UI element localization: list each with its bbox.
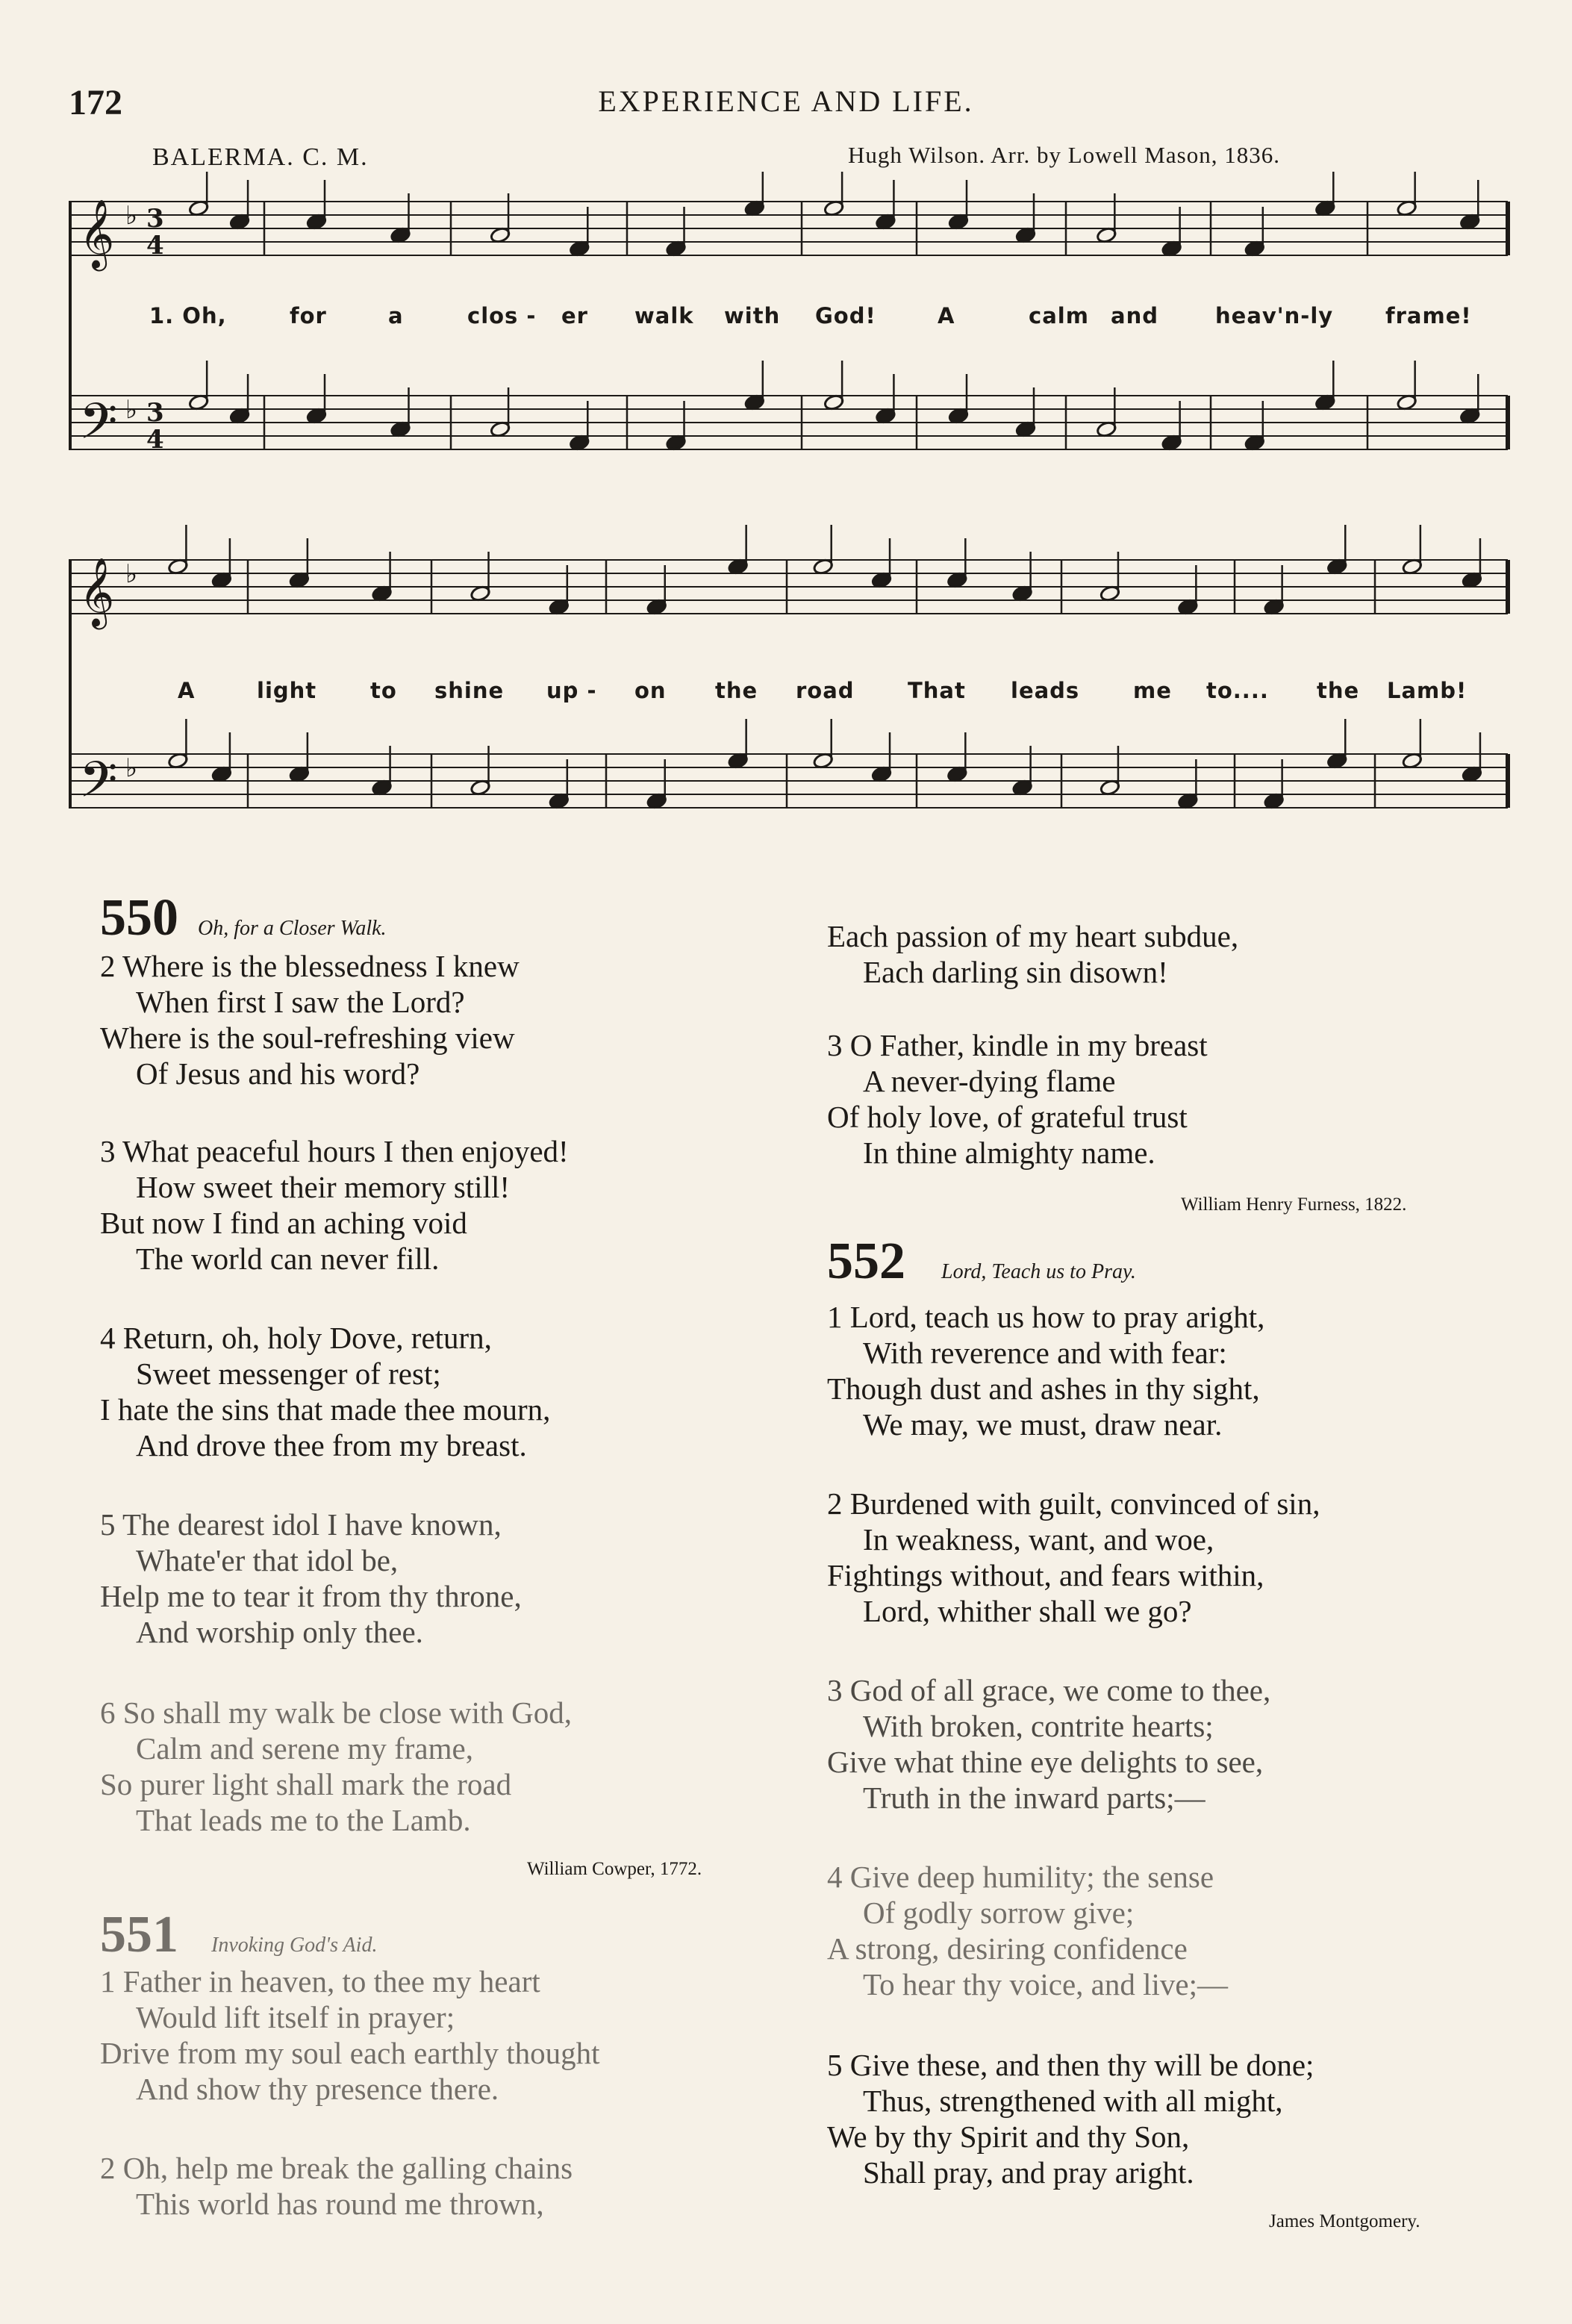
hymn-number: 552 bbox=[827, 1233, 905, 1290]
verse-line: But now I find an aching void bbox=[100, 1206, 467, 1240]
hymn-number: 551 bbox=[100, 1906, 178, 1963]
verse-line: Truth in the inward parts;— bbox=[863, 1781, 1205, 1815]
verse-line: Thus, strengthened with all might, bbox=[863, 2084, 1283, 2118]
verse-line: Each darling sin disown! bbox=[863, 955, 1168, 989]
verse-line: 2 Oh, help me break the galling chains bbox=[100, 2151, 573, 2185]
hymn-550-author: William Cowper, 1772. bbox=[527, 1859, 702, 1879]
verse-line: And drove thee from my breast. bbox=[136, 1428, 527, 1462]
page-number: 172 bbox=[69, 83, 122, 122]
verse-line: 2 Burdened with guilt, convinced of sin, bbox=[827, 1486, 1320, 1521]
lyric-syllable: That bbox=[908, 678, 966, 703]
lyric-syllable: light bbox=[257, 678, 317, 703]
svg-text:♭: ♭ bbox=[125, 201, 138, 231]
hymn-551-stanza-2-end bbox=[827, 918, 1238, 990]
verse-line: And worship only thee. bbox=[136, 1615, 423, 1649]
verse-line: This world has round me thrown, bbox=[136, 2187, 544, 2221]
lyric-syllable: to bbox=[370, 678, 397, 703]
hymn-551-header bbox=[100, 1905, 377, 1965]
verse-line: Would lift itself in prayer; bbox=[136, 2000, 455, 2034]
verse-line: We may, we must, draw near. bbox=[863, 1407, 1223, 1442]
lyric-syllable: A bbox=[938, 303, 955, 328]
hymn-551-author: William Henry Furness, 1822. bbox=[1181, 1194, 1407, 1215]
lyric-syllable: frame! bbox=[1385, 303, 1472, 328]
verse-line: 1 Lord, teach us how to pray aright, bbox=[827, 1300, 1265, 1334]
lyric-syllable: the bbox=[1317, 678, 1360, 703]
verse-line: How sweet their memory still! bbox=[136, 1170, 511, 1204]
hymn-550-stanza-6 bbox=[100, 1695, 572, 1838]
lyric-syllable: to.... bbox=[1206, 678, 1269, 703]
verse-line: And show thy presence there. bbox=[136, 2072, 499, 2106]
hymn-552-stanza-2 bbox=[827, 1486, 1320, 1629]
verse-line: Drive from my soul each earthly thought bbox=[100, 2036, 600, 2070]
lyric-syllable: er bbox=[561, 303, 588, 328]
verse-line: To hear thy voice, and live;— bbox=[863, 1967, 1228, 2001]
verse-line: Of Jesus and his word? bbox=[136, 1056, 420, 1091]
hymn-552-header bbox=[827, 1232, 1136, 1292]
hymn-551-stanza-2-start bbox=[100, 2150, 573, 2222]
svg-text:3: 3 bbox=[146, 398, 164, 428]
verse-line: 3 O Father, kindle in my breast bbox=[827, 1028, 1208, 1062]
verse-line: 4 Return, oh, holy Dove, return, bbox=[100, 1321, 492, 1355]
lyric-syllable: up - bbox=[546, 678, 597, 703]
verse-line: With broken, contrite hearts; bbox=[863, 1709, 1214, 1743]
lyric-syllable: with bbox=[724, 303, 781, 328]
verse-line: Fightings without, and fears within, bbox=[827, 1558, 1264, 1592]
lyric-syllable: for bbox=[290, 303, 327, 328]
verse-line: Calm and serene my frame, bbox=[136, 1731, 473, 1766]
verse-line: So purer light shall mark the road bbox=[100, 1767, 512, 1801]
lyric-syllable: God! bbox=[815, 303, 876, 328]
hymn-550-stanza-2 bbox=[100, 948, 520, 1091]
svg-text:𝄞: 𝄞 bbox=[79, 557, 115, 626]
verse-line: When first I saw the Lord? bbox=[136, 985, 465, 1019]
hymn-552-stanza-4 bbox=[827, 1859, 1228, 2002]
svg-text:𝄢: 𝄢 bbox=[79, 751, 118, 820]
lyric-syllable: calm bbox=[1029, 303, 1089, 328]
svg-text:3: 3 bbox=[146, 204, 164, 234]
verse-line: Sweet messenger of rest; bbox=[136, 1356, 441, 1391]
verse-line: Help me to tear it from thy throne, bbox=[100, 1579, 522, 1613]
verse-line: Each passion of my heart subdue, bbox=[827, 919, 1239, 953]
verse-line: 2 Where is the blessedness I knew bbox=[100, 949, 520, 983]
verse-line: 5 The dearest idol I have known, bbox=[100, 1507, 502, 1542]
verse-line: Of godly sorrow give; bbox=[863, 1895, 1135, 1930]
verse-line: Give what thine eye delights to see, bbox=[827, 1745, 1264, 1779]
hymn-title: Oh, for a Closer Walk. bbox=[198, 917, 387, 940]
hymn-552-stanza-5 bbox=[827, 2047, 1314, 2190]
svg-text:𝄢: 𝄢 bbox=[79, 393, 118, 462]
svg-text:𝄞: 𝄞 bbox=[79, 199, 115, 268]
lyric-syllable: clos - bbox=[467, 303, 537, 328]
verse-line: In weakness, want, and woe, bbox=[863, 1522, 1214, 1557]
verse-line: 3 What peaceful hours I then enjoyed! bbox=[100, 1134, 569, 1168]
lyric-syllable: and bbox=[1111, 303, 1158, 328]
lyric-syllable: Lamb! bbox=[1387, 678, 1467, 703]
verse-line: 6 So shall my walk be close with God, bbox=[100, 1695, 573, 1730]
hymn-552-stanza-3 bbox=[827, 1672, 1270, 1816]
running-head: EXPERIENCE AND LIFE. bbox=[598, 84, 974, 118]
verse-line: Whate'er that idol be, bbox=[136, 1543, 399, 1577]
svg-text:♭: ♭ bbox=[125, 559, 138, 589]
verse-line: Though dust and ashes in thy sight, bbox=[827, 1371, 1260, 1406]
lyric-syllable: walk bbox=[634, 303, 694, 328]
hymn-552-author: James Montgomery. bbox=[1269, 2211, 1420, 2231]
tune-credit: Hugh Wilson. Arr. by Lowell Mason, 1836. bbox=[848, 142, 1280, 168]
verse-line: 1 Father in heaven, to thee my heart bbox=[100, 1964, 540, 1999]
hymn-550-header bbox=[100, 888, 387, 948]
lyric-syllable: a bbox=[388, 303, 404, 328]
lyric-syllable: the bbox=[715, 678, 758, 703]
lyric-syllable: A bbox=[178, 678, 196, 703]
verse-line: A never-dying flame bbox=[863, 1064, 1116, 1098]
svg-text:♭: ♭ bbox=[125, 395, 138, 425]
verse-line: 4 Give deep humility; the sense bbox=[827, 1860, 1214, 1894]
hymn-552-stanza-1 bbox=[827, 1299, 1264, 1442]
verse-line: Where is the soul-refreshing view bbox=[100, 1021, 515, 1055]
svg-text:4: 4 bbox=[146, 231, 164, 261]
lyric-syllable: leads bbox=[1011, 678, 1080, 703]
svg-text:4: 4 bbox=[146, 425, 164, 455]
music-score bbox=[69, 172, 1511, 888]
verse-line: A strong, desiring confidence bbox=[827, 1931, 1188, 1966]
verse-line: That leads me to the Lamb. bbox=[136, 1803, 471, 1837]
hymn-551-stanza-3 bbox=[827, 1027, 1208, 1171]
verse-line: In thine almighty name. bbox=[863, 1135, 1155, 1170]
verse-line: The world can never fill. bbox=[136, 1242, 440, 1276]
lyric-syllable: me bbox=[1133, 678, 1172, 703]
verse-line: Of holy love, of grateful trust bbox=[827, 1100, 1188, 1134]
lyric-syllable: road bbox=[796, 678, 855, 703]
lyric-syllable: 1. Oh, bbox=[149, 303, 227, 328]
hymn-550-stanza-4 bbox=[100, 1320, 550, 1463]
hymn-551-stanza-1 bbox=[100, 1963, 600, 2107]
verse-line: 3 God of all grace, we come to thee, bbox=[827, 1673, 1271, 1707]
verse-line: Shall pray, and pray aright. bbox=[863, 2155, 1194, 2190]
lyric-syllable: heav'n-ly bbox=[1215, 303, 1334, 328]
hymn-550-stanza-5 bbox=[100, 1507, 522, 1650]
verse-line: I hate the sins that made thee mourn, bbox=[100, 1392, 551, 1427]
tune-name: BALERMA. C. M. bbox=[152, 143, 369, 171]
hymn-number: 550 bbox=[100, 889, 178, 947]
lyric-syllable: on bbox=[634, 678, 667, 703]
hymn-title: Invoking God's Aid. bbox=[211, 1934, 378, 1957]
verse-line: We by thy Spirit and thy Son, bbox=[827, 2119, 1190, 2154]
verse-line: With reverence and with fear: bbox=[863, 1336, 1227, 1370]
svg-text:♭: ♭ bbox=[125, 753, 138, 783]
hymn-title: Lord, Teach us to Pray. bbox=[941, 1260, 1136, 1283]
verse-line: 5 Give these, and then thy will be done; bbox=[827, 2048, 1314, 2082]
lyric-syllable: shine bbox=[434, 678, 505, 703]
hymn-550-stanza-3 bbox=[100, 1133, 569, 1277]
verse-line: Lord, whither shall we go? bbox=[863, 1594, 1192, 1628]
